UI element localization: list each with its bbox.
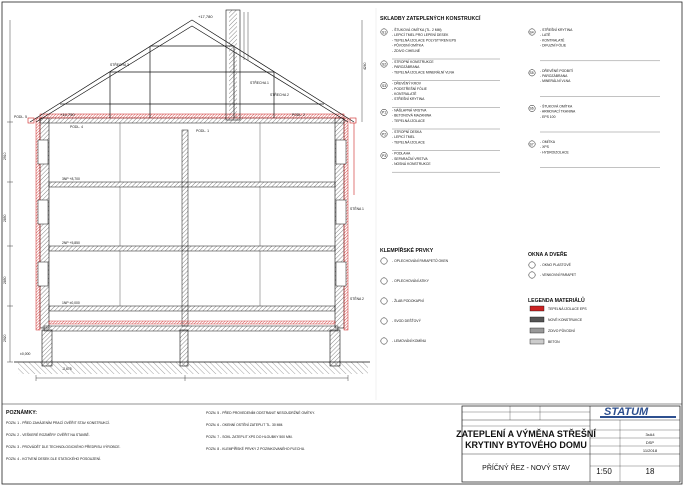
- composition-line: - LEPICÍ TMEL PRO LEPENÍ DESEK: [392, 33, 449, 38]
- window-item-1: - VENKOVNÍ PARAPET: [540, 273, 577, 277]
- legend-swatch-1: [530, 317, 544, 322]
- note-left-3: POZN. 4 - KOTVENÍ DESEK DLE STATICKÉHO POSOUZENÍ.: [6, 457, 102, 461]
- legend-swatch-3: [530, 339, 544, 344]
- composition-code-3: P1: [382, 110, 387, 115]
- company-logo-text: STATUM: [604, 406, 649, 418]
- dim-4: 4260: [363, 62, 367, 70]
- note-left-1: POZN. 2 - VEŠKERÉ ROZMĚRY OVĚŘIT NA STAVBĚ.: [6, 433, 90, 437]
- note-left-0: POZN. 1 - PŘED ZAHÁJENÍM PRACÍ OVĚŘIT STAV KONSTRUKCÍ.: [6, 421, 110, 425]
- composition-code-right-1: S5: [529, 71, 534, 76]
- legend-label-1: NOVÉ KONSTRUKCE: [548, 318, 583, 322]
- composition-line: - KONTRALATĚ: [392, 92, 417, 96]
- composition-line: - STROPNÍ DESKA: [392, 130, 422, 134]
- composition-code-0: S1: [382, 30, 387, 35]
- composition-code-4: P2: [382, 132, 387, 137]
- composition-code-1: S2: [382, 62, 387, 67]
- left-label-0: PODL. 5: [14, 115, 28, 119]
- windows-list: [529, 262, 576, 278]
- legend-title: LEGENDA MATERIÁLŮ: [528, 298, 585, 304]
- composition-line: - KONTRALATĚ: [540, 38, 565, 43]
- project-title-2: KRYTINY BYTOVÉHO DOMU: [465, 440, 587, 450]
- composition-line: - PODLAHA: [392, 151, 411, 156]
- legend-label-0: TEPELNÁ IZOLACE EPS: [548, 307, 587, 311]
- slab-label-1: PODL. 2: [292, 113, 306, 117]
- left-label-1: PODL. 4: [70, 125, 84, 129]
- composition-line: - NÁŠLAPNÁ VRSTVA: [392, 108, 427, 113]
- composition-line: - ŠTUKOVÁ OMÍTKA (TL. 2 MM): [392, 28, 442, 32]
- dim-3: 2920: [3, 334, 7, 342]
- composition-line: - STŘEŠNÍ KRYTINA: [392, 97, 425, 102]
- details-title: KLEMPÍŘSKÉ PRVKY: [380, 248, 434, 254]
- project-stage: DSP: [645, 440, 655, 445]
- cross-section-drawing: [7, 10, 370, 381]
- composition-title: SKLADBY ZATEPLENÝCH KONSTRUKCÍ: [380, 16, 481, 22]
- detail-item-2: - ŽLAB PODOKAPNÍ: [392, 299, 424, 303]
- composition-line: - TEPELNÁ IZOLACE POLYSTYREN EPS: [392, 38, 457, 43]
- composition-code-right-3: S7: [529, 142, 534, 147]
- project-title: ZATEPLENÍ A VÝMĚNA STŘEŠNÍ: [456, 429, 596, 439]
- drawing-scale: 1:50: [596, 467, 612, 476]
- composition-line: - LEPICÍ TMEL: [392, 135, 415, 140]
- composition-line: - TEPELNÁ IZOLACE MINERÁLNÍ VLNA: [392, 70, 455, 75]
- detail-marker: [381, 318, 387, 324]
- composition-list-right: [529, 27, 660, 168]
- composition-line: - DŘEVĚNÉ PODBITÍ: [540, 68, 573, 73]
- composition-line: - TEPELNÁ IZOLACE: [392, 118, 425, 123]
- composition-line: - PAROZÁBRANA: [392, 65, 420, 70]
- composition-line: - ARMOVACÍ TKANINA: [540, 109, 576, 114]
- composition-line: - DŘEVĚNÝ KROV: [392, 81, 422, 86]
- composition-code-5: P3: [382, 153, 387, 158]
- composition-line: - LATĚ: [540, 33, 551, 38]
- note-right-3: POZN. 8 - KLEMPÍŘSKÉ PRVKY Z POZINKOVANÉHO PLECHU.: [206, 447, 306, 451]
- composition-code-right-0: S4: [529, 30, 534, 35]
- drawing-date: 11/2018: [642, 448, 658, 453]
- floor-label-1np: 1NP ±0,000: [62, 301, 80, 305]
- detail-marker: [381, 298, 387, 304]
- note-right-1: POZN. 6 - OKENNÍ OSTĚNÍ ZATEPLIT TL. 30 MM.: [206, 423, 284, 427]
- composition-line: - STROPNÍ KONSTRUKCE: [392, 60, 434, 64]
- composition-line: - TEPELNÁ IZOLACE: [392, 140, 425, 145]
- eave-elevation: +14,750: [60, 112, 75, 117]
- sheet-number: 18: [645, 467, 655, 476]
- composition-line: - DIFUZNÍ FÓLIE: [540, 43, 567, 48]
- composition-code-right-2: S6: [529, 106, 534, 111]
- window-marker: [529, 262, 535, 268]
- details-list: [381, 258, 449, 344]
- legend-swatch-2: [530, 328, 544, 333]
- composition-code-2: S3: [382, 83, 387, 88]
- notes-title: POZNÁMKY:: [6, 410, 38, 416]
- slab-label-0: PODL. 1: [196, 129, 210, 133]
- elev-0: ±0,000: [20, 352, 31, 356]
- composition-line: - SEPARAČNÍ VRSTVA: [392, 156, 428, 161]
- composition-line: - PŮVODNÍ OMÍTKA: [392, 43, 424, 48]
- floor-label-2np: 2NP +5,850: [62, 241, 80, 245]
- wall-label-1: STĚNA 2: [350, 297, 364, 301]
- composition-line: - EPS 100: [540, 114, 556, 119]
- dim-1: 2850: [3, 214, 7, 222]
- composition-line: - XPS: [540, 145, 549, 150]
- composition-line: - OMÍTKA: [540, 140, 556, 144]
- composition-line: - PODSTŘEŠNÍ FÓLIE: [392, 86, 427, 91]
- dim-0: 2910: [3, 152, 7, 160]
- notes-column-1: [6, 420, 120, 461]
- legend-label-3: BETON: [548, 340, 560, 344]
- note-right-0: POZN. 5 - PŘED PROVEDENÍM ODSTRANIT NESOUDRŽNÉ OMÍTKY.: [206, 411, 315, 415]
- detail-item-3: - SVOD DEŠŤOVÝ: [392, 319, 421, 323]
- detail-item-0: - OPLECHOVÁNÍ PARAPETŮ OKEN: [392, 259, 449, 263]
- window-item-0: - OKNO PLASTOVÉ: [540, 263, 571, 267]
- detail-item-4: - LEMOVÁNÍ KOMÍNU: [392, 339, 427, 343]
- windows-title: OKNA A DVEŘE: [528, 252, 568, 258]
- composition-line: - HYDROIZOLACE: [540, 150, 569, 155]
- elev-basement: -2,675: [62, 367, 72, 371]
- legend-label-2: ZDIVO PŮVODNÍ: [548, 329, 575, 333]
- notes-column-2: [206, 410, 315, 451]
- composition-line: - BETONOVÁ MAZANINA: [392, 113, 432, 118]
- drawing-name: PŘÍČNÝ ŘEZ - NOVÝ STAV: [482, 465, 570, 472]
- detail-marker: [381, 338, 387, 344]
- legend-list: [530, 306, 587, 344]
- composition-line: - NOSNÁ KONSTRUKCE: [392, 162, 431, 166]
- detail-marker: [381, 278, 387, 284]
- sheet-format: 3xA4: [645, 432, 655, 437]
- composition-line: - ŠTUKOVÁ OMÍTKA: [540, 104, 573, 109]
- window-marker: [529, 272, 535, 278]
- note-right-2: POZN. 7 - SOKL ZATEPLIT XPS DO HLOUBKY 500 MM.: [206, 435, 293, 439]
- composition-line: - ZDIVO CIHELNÉ: [392, 48, 421, 53]
- roof-label-1: STŘECHA 2: [270, 93, 289, 97]
- dim-2: 2850: [3, 276, 7, 284]
- roof-label-0: STŘECHA 1: [250, 81, 269, 85]
- roof-structure: [30, 20, 354, 122]
- composition-line: - STŘEŠNÍ KRYTINA: [540, 28, 573, 32]
- ridge-elevation: +17,780: [198, 14, 213, 19]
- legend-swatch-0: [530, 306, 544, 311]
- composition-line: - PAROZÁBRANA: [540, 74, 568, 78]
- composition-list: [381, 27, 500, 172]
- note-left-2: POZN. 3 - PROVÁDĚT DLE TECHNOLOGICKÉHO PŘEDPISU VÝROBCE.: [6, 445, 121, 449]
- floor-label-3np: 3NP +8,700: [62, 177, 80, 181]
- roof-label-2: STŘECHA 3: [110, 63, 129, 67]
- detail-item-1: - OPLECHOVÁNÍ ATIKY: [392, 279, 429, 283]
- composition-line: - MINERÁLNÍ VLNA: [540, 79, 571, 84]
- wall-label-0: STĚNA 1: [350, 207, 364, 211]
- title-block: [456, 406, 680, 482]
- detail-marker: [381, 258, 387, 264]
